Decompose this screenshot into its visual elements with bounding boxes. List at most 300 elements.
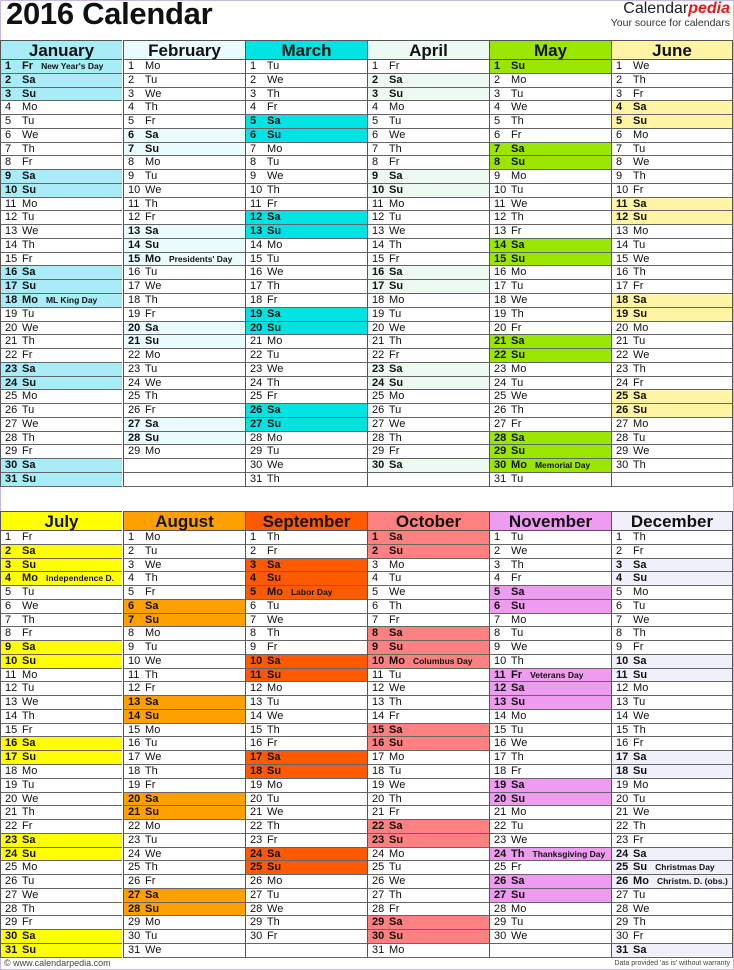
- day-number: 22: [372, 349, 385, 362]
- day-cell: [367, 266, 489, 280]
- weekday-label: Th: [19, 142, 35, 155]
- day-number: 22: [494, 349, 507, 362]
- day-cell: [611, 445, 733, 459]
- weekday-label: Th: [19, 709, 35, 722]
- weekday-label: We: [19, 599, 39, 612]
- weekday-label: Tu: [264, 60, 280, 72]
- weekday-label: Sa: [508, 238, 525, 251]
- day-number: 14: [250, 238, 263, 251]
- day-cell: [611, 806, 733, 820]
- weekday-label: We: [386, 682, 406, 695]
- weekday-label: We: [19, 696, 39, 709]
- weekday-label: Sa: [19, 737, 36, 750]
- day-number: 23: [372, 833, 385, 846]
- weekday-label: Su: [264, 321, 282, 334]
- day-number: 14: [128, 238, 141, 251]
- day-cell: [611, 101, 733, 115]
- day-cell: [367, 432, 489, 446]
- day-cell: [489, 322, 611, 336]
- day-number: 2: [5, 544, 12, 557]
- weekday-label: Mo: [508, 709, 527, 722]
- weekday-label: Fr: [386, 156, 400, 169]
- holiday-label: Independence D.: [45, 573, 114, 584]
- day-number: 6: [494, 128, 501, 141]
- day-cell: [245, 793, 367, 807]
- day-cell: [367, 531, 489, 545]
- weekday-label: Tu: [508, 87, 524, 100]
- day-number: 2: [128, 544, 135, 557]
- weekday-label: Tu: [386, 115, 402, 128]
- day-cell: [245, 239, 367, 253]
- weekday-label: We: [508, 101, 528, 114]
- day-number: 23: [5, 362, 18, 375]
- weekday-label: Th: [142, 861, 158, 874]
- day-cell: [123, 655, 245, 669]
- weekday-label: Sa: [142, 321, 159, 334]
- day-cell: [367, 377, 489, 391]
- day-number: 5: [494, 115, 501, 128]
- day-number: 2: [616, 544, 623, 557]
- day-number: 3: [494, 558, 501, 571]
- weekday-label: Su: [386, 930, 404, 943]
- day-number: 24: [250, 847, 263, 860]
- day-number: 27: [494, 417, 507, 430]
- weekday-label: We: [508, 544, 528, 557]
- day-number: 29: [128, 445, 141, 458]
- day-cell: [611, 170, 733, 184]
- day-cell: [245, 445, 367, 459]
- day-cell: [123, 115, 245, 129]
- day-cell: [489, 641, 611, 655]
- day-cell: [489, 129, 611, 143]
- weekday-label: Sa: [142, 696, 159, 709]
- day-cell: [367, 572, 489, 586]
- day-cell: [0, 793, 122, 807]
- day-number: 7: [5, 142, 12, 155]
- weekday-label: Fr: [19, 820, 33, 833]
- holiday-label: New Year's Day: [41, 61, 104, 71]
- day-number: 28: [5, 902, 18, 915]
- day-cell: [489, 586, 611, 600]
- weekday-label: Fr: [386, 806, 400, 819]
- day-number: 31: [5, 472, 18, 485]
- day-cell: [245, 820, 367, 834]
- day-number: 19: [128, 307, 141, 320]
- day-number: 7: [372, 142, 379, 155]
- weekday-label: Fr: [386, 252, 400, 265]
- weekday-label: Fr: [508, 225, 522, 238]
- weekday-label: Fr: [264, 101, 278, 114]
- day-cell: [123, 834, 245, 848]
- day-number: 23: [372, 362, 385, 375]
- day-number: 5: [250, 115, 257, 128]
- day-number: 7: [5, 613, 12, 626]
- day-cell: [367, 916, 489, 930]
- weekday-label: Fr: [142, 115, 156, 128]
- day-number: 15: [372, 252, 385, 265]
- month-header: March: [245, 40, 367, 60]
- day-number: 10: [372, 183, 385, 196]
- day-number: 20: [494, 321, 507, 334]
- day-number: 29: [494, 916, 507, 929]
- day-number: 28: [250, 902, 263, 915]
- month-april: [367, 40, 489, 487]
- day-number: 10: [5, 183, 18, 196]
- day-cell: [245, 404, 367, 418]
- weekday-label: Su: [19, 847, 37, 860]
- day-cell: [367, 308, 489, 322]
- day-cell: [245, 669, 367, 683]
- weekday-label: Su: [386, 376, 404, 389]
- day-cell: [123, 600, 245, 614]
- weekday-label: Sa: [19, 73, 36, 86]
- weekday-label: Tu: [19, 682, 35, 695]
- weekday-label: Th: [508, 307, 524, 320]
- weekday-label: Th: [264, 723, 280, 736]
- day-number: 28: [616, 431, 629, 444]
- day-cell: [367, 779, 489, 793]
- day-cell: [123, 545, 245, 559]
- day-number: 21: [128, 335, 141, 348]
- day-cell: [611, 696, 733, 710]
- day-cell: [123, 335, 245, 349]
- day-cell: [123, 74, 245, 88]
- day-cell: [611, 294, 733, 308]
- weekday-label: Th: [508, 847, 525, 860]
- day-number: 17: [128, 751, 141, 764]
- weekday-label: Sa: [508, 142, 525, 155]
- day-number: 15: [616, 252, 629, 265]
- weekday-label: Tu: [19, 875, 35, 888]
- day-number: 30: [250, 930, 263, 943]
- day-cell: [245, 88, 367, 102]
- day-number: 13: [5, 225, 18, 238]
- weekday-label: Su: [508, 599, 526, 612]
- day-number: 15: [494, 252, 507, 265]
- day-number: 1: [372, 531, 379, 543]
- day-cell: [367, 793, 489, 807]
- day-cell: [245, 115, 367, 129]
- day-number: 1: [128, 60, 135, 72]
- weekday-label: Mo: [386, 847, 405, 860]
- weekday-label: Fr: [630, 376, 644, 389]
- day-number: 22: [250, 349, 263, 362]
- day-cell: [245, 335, 367, 349]
- weekday-label: Su: [386, 641, 404, 654]
- day-cell: [489, 156, 611, 170]
- day-number: 19: [5, 307, 18, 320]
- day-number: 14: [494, 709, 507, 722]
- day-cell: [245, 225, 367, 239]
- weekday-label: We: [142, 847, 162, 860]
- day-number: 12: [250, 211, 263, 224]
- month-header: August: [123, 511, 245, 531]
- weekday-label: Sa: [386, 723, 403, 736]
- weekday-label: Su: [142, 902, 160, 915]
- weekday-label: We: [508, 930, 528, 943]
- weekday-label: Tu: [264, 156, 280, 169]
- holiday-label: Presidents' Day: [168, 253, 233, 264]
- day-cell: [611, 280, 733, 294]
- day-number: 4: [616, 572, 623, 585]
- holiday-label: Christm. D. (obs.): [656, 876, 728, 887]
- month-january: [0, 40, 122, 487]
- empty-cell: [367, 473, 489, 487]
- day-cell: [123, 418, 245, 432]
- weekday-label: Sa: [264, 211, 281, 224]
- month-header: April: [367, 40, 489, 60]
- day-number: 2: [5, 73, 12, 86]
- weekday-label: Mo: [264, 142, 283, 155]
- day-number: 13: [250, 225, 263, 238]
- weekday-label: We: [386, 128, 406, 141]
- day-cell: [0, 294, 122, 308]
- day-cell: [611, 586, 733, 600]
- day-cell: [0, 641, 122, 655]
- day-number: 11: [250, 668, 262, 681]
- weekday-label: Mo: [508, 806, 527, 819]
- weekday-label: We: [142, 654, 162, 667]
- day-number: 31: [616, 943, 629, 956]
- day-cell: [489, 143, 611, 157]
- weekday-label: Tu: [630, 238, 646, 251]
- day-cell: [0, 572, 122, 586]
- day-number: 6: [128, 599, 135, 612]
- weekday-label: Fr: [386, 902, 400, 915]
- day-number: 5: [5, 586, 12, 599]
- weekday-label: Fr: [630, 280, 644, 293]
- month-may: [489, 40, 611, 487]
- day-cell: [123, 225, 245, 239]
- weekday-label: Fr: [19, 252, 33, 265]
- day-cell: [123, 641, 245, 655]
- day-number: 29: [250, 916, 263, 929]
- day-cell: [0, 322, 122, 336]
- day-number: 11: [372, 668, 384, 681]
- day-cell: [611, 390, 733, 404]
- day-cell: [245, 308, 367, 322]
- day-number: 10: [250, 654, 263, 667]
- day-number: 16: [616, 266, 629, 279]
- day-cell: [489, 390, 611, 404]
- day-cell: [245, 211, 367, 225]
- day-number: 14: [128, 709, 141, 722]
- weekday-label: Th: [386, 142, 402, 155]
- month-header: September: [245, 511, 367, 531]
- day-number: 24: [372, 847, 385, 860]
- day-number: 11: [128, 668, 140, 681]
- weekday-label: Tu: [142, 930, 158, 943]
- day-cell: [611, 875, 733, 889]
- day-number: 6: [616, 599, 623, 612]
- day-cell: [489, 889, 611, 903]
- day-number: 12: [372, 682, 385, 695]
- weekday-label: Su: [19, 751, 37, 764]
- weekday-label: Tu: [508, 627, 524, 640]
- day-number: 25: [372, 861, 385, 874]
- weekday-label: Sa: [508, 778, 525, 791]
- day-number: 29: [494, 445, 507, 458]
- day-cell: [245, 294, 367, 308]
- weekday-label: We: [630, 902, 650, 915]
- day-cell: [0, 696, 122, 710]
- footer-website-link[interactable]: © www.calendarpedia.com: [4, 958, 111, 968]
- day-number: 8: [128, 627, 135, 640]
- day-number: 1: [616, 60, 623, 72]
- day-number: 13: [494, 225, 507, 238]
- weekday-label: We: [508, 641, 528, 654]
- weekday-label: Sa: [142, 792, 159, 805]
- day-number: 5: [128, 115, 135, 128]
- day-cell: [245, 834, 367, 848]
- day-number: 16: [616, 737, 629, 750]
- weekday-label: Th: [630, 170, 646, 183]
- weekday-label: Mo: [142, 916, 161, 929]
- day-cell: [489, 903, 611, 917]
- day-cell: [245, 614, 367, 628]
- month-header: May: [489, 40, 611, 60]
- weekday-label: Su: [508, 792, 526, 805]
- day-cell: [367, 737, 489, 751]
- day-number: 16: [5, 266, 18, 279]
- day-number: 18: [5, 294, 18, 307]
- logo-brand: [611, 0, 730, 18]
- day-number: 20: [250, 321, 263, 334]
- weekday-label: Sa: [508, 682, 525, 695]
- calendarpedia-logo[interactable]: [611, 0, 730, 29]
- weekday-label: We: [264, 73, 284, 86]
- day-cell: [123, 280, 245, 294]
- empty-cell: [611, 473, 733, 487]
- day-number: 27: [250, 888, 263, 901]
- day-number: 11: [494, 197, 506, 210]
- day-cell: [123, 294, 245, 308]
- day-number: 17: [616, 751, 629, 764]
- day-cell: [0, 820, 122, 834]
- day-number: 25: [128, 390, 141, 403]
- day-cell: [0, 473, 122, 487]
- weekday-label: Su: [142, 431, 160, 444]
- weekday-label: Mo: [264, 682, 283, 695]
- weekday-label: Su: [19, 558, 37, 571]
- weekday-label: We: [19, 225, 39, 238]
- weekday-label: Sa: [386, 459, 403, 472]
- day-number: 5: [250, 586, 257, 599]
- day-number: 15: [616, 723, 629, 736]
- day-cell: [367, 614, 489, 628]
- day-cell: [367, 710, 489, 724]
- day-number: 26: [372, 404, 385, 417]
- day-cell: [245, 641, 367, 655]
- day-cell: [123, 445, 245, 459]
- weekday-label: Sa: [264, 307, 281, 320]
- day-number: 10: [494, 654, 507, 667]
- day-cell: [489, 308, 611, 322]
- day-cell: [489, 459, 611, 473]
- day-number: 17: [128, 280, 141, 293]
- day-number: 8: [372, 156, 379, 169]
- day-cell: [245, 156, 367, 170]
- day-cell: [489, 74, 611, 88]
- day-cell: [245, 322, 367, 336]
- weekday-label: Sa: [19, 544, 36, 557]
- day-number: 12: [128, 682, 141, 695]
- day-cell: [123, 211, 245, 225]
- day-cell: [367, 184, 489, 198]
- day-number: 15: [250, 252, 263, 265]
- weekday-label: Th: [264, 627, 280, 640]
- day-number: 9: [372, 641, 379, 654]
- day-cell: [611, 308, 733, 322]
- day-number: 25: [5, 861, 18, 874]
- weekday-label: Mo: [508, 902, 527, 915]
- day-cell: [0, 266, 122, 280]
- day-number: 25: [616, 390, 629, 403]
- day-number: 28: [128, 902, 141, 915]
- day-cell: [489, 779, 611, 793]
- day-cell: [0, 903, 122, 917]
- day-cell: [611, 115, 733, 129]
- day-cell: [489, 101, 611, 115]
- weekday-label: Fr: [19, 627, 33, 640]
- day-cell: [245, 875, 367, 889]
- day-cell: [245, 655, 367, 669]
- weekday-label: Fr: [508, 765, 522, 778]
- day-cell: [367, 390, 489, 404]
- day-cell: [0, 129, 122, 143]
- day-number: 19: [250, 307, 263, 320]
- day-number: 3: [616, 87, 623, 100]
- weekday-label: Su: [508, 252, 526, 265]
- weekday-label: Tu: [508, 820, 524, 833]
- weekday-label: Th: [19, 613, 35, 626]
- day-cell: [367, 848, 489, 862]
- weekday-label: We: [386, 417, 406, 430]
- weekday-label: Mo: [19, 668, 38, 681]
- day-cell: [245, 724, 367, 738]
- day-cell: [245, 930, 367, 944]
- weekday-label: Th: [630, 723, 646, 736]
- day-number: 6: [5, 599, 12, 612]
- day-number: 3: [372, 558, 379, 571]
- day-cell: [489, 211, 611, 225]
- weekday-label: Su: [142, 709, 160, 722]
- day-cell: [489, 600, 611, 614]
- holiday-label: Labor Day: [290, 587, 333, 598]
- day-cell: [489, 806, 611, 820]
- day-cell: [245, 418, 367, 432]
- day-number: 7: [128, 613, 135, 626]
- day-number: 1: [128, 531, 135, 543]
- weekday-label: Su: [386, 280, 404, 293]
- day-cell: [123, 88, 245, 102]
- day-cell: [489, 184, 611, 198]
- day-number: 25: [128, 861, 141, 874]
- weekday-label: We: [142, 376, 162, 389]
- weekday-label: Tu: [264, 349, 280, 362]
- day-cell: [123, 930, 245, 944]
- day-number: 10: [250, 183, 263, 196]
- day-number: 25: [616, 861, 629, 874]
- day-number: 29: [128, 916, 141, 929]
- weekday-label: We: [142, 87, 162, 100]
- weekday-label: Tu: [142, 544, 158, 557]
- day-cell: [611, 432, 733, 446]
- day-cell: [245, 710, 367, 724]
- day-number: 24: [494, 847, 507, 860]
- day-number: 5: [616, 586, 623, 599]
- day-number: 27: [372, 888, 385, 901]
